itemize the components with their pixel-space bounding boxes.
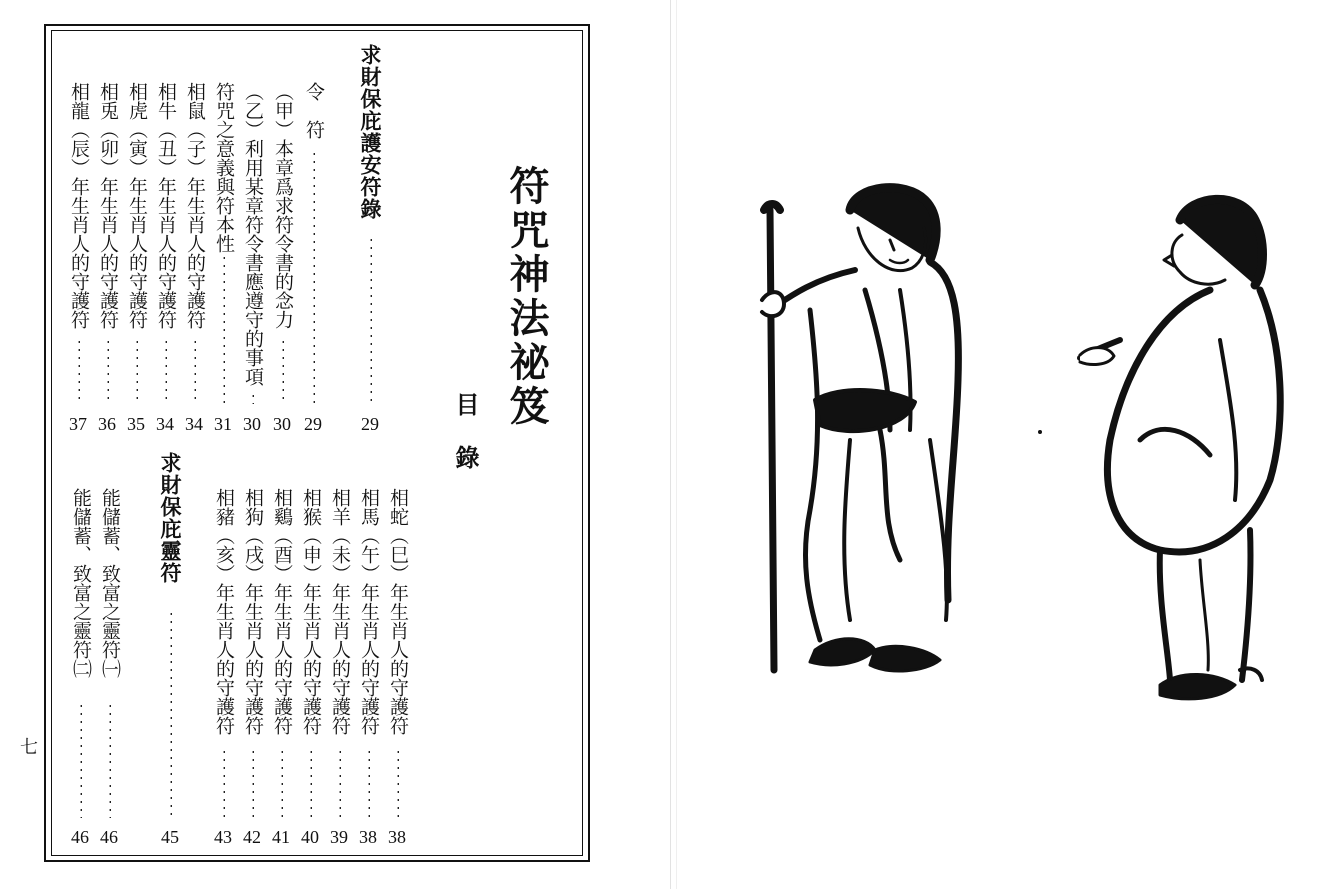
page-number: 46: [71, 827, 89, 847]
leader-dots: [107, 338, 109, 404]
page-number: 30: [273, 414, 291, 434]
page-number: 31: [214, 414, 232, 434]
entry-title: 相馬（午）年生肖人的守護符: [358, 488, 380, 735]
entry-title: 相猴（申）年生肖人的守護符: [300, 488, 322, 735]
page-number: 30: [243, 414, 261, 434]
leader-dots: [313, 150, 315, 404]
page-number: 45: [161, 827, 179, 847]
page-number: 29: [361, 414, 379, 434]
leader-dots: [281, 748, 283, 818]
leader-dots: [80, 702, 82, 818]
entry-title: 符咒之意義與符本性: [213, 82, 235, 253]
leader-dots: [339, 748, 341, 818]
leader-dots: [223, 254, 225, 404]
two-figures-illustration: [740, 180, 1300, 720]
entry-title: 相蛇（巳）年生肖人的守護符: [387, 488, 409, 735]
entry-title: 相虎（寅）年生肖人的守護符: [126, 82, 148, 329]
entry-title: 相羊（未）年生肖人的守護符: [329, 488, 351, 735]
toc-label: 目 錄: [451, 392, 480, 469]
page-number: 42: [243, 827, 261, 847]
entry-title: （乙）利用某章符令書應遵守的事項: [242, 82, 264, 386]
right-figure: [1080, 199, 1280, 699]
entry-title: 相龍（辰）年生肖人的守護符: [68, 82, 90, 329]
leader-dots: [252, 748, 254, 818]
page-number: 40: [301, 827, 319, 847]
page-gutter: [670, 0, 671, 889]
left-figure: [762, 188, 958, 671]
entry-title: 相兎（卯）年生肖人的守護符: [97, 82, 119, 329]
entry-title: 相鷄（酉）年生肖人的守護符: [271, 488, 293, 735]
page-number: 43: [214, 827, 232, 847]
leader-dots: [223, 748, 225, 818]
entry-title: 令 符: [303, 82, 325, 139]
book-title: 符咒神法祕笈: [503, 165, 550, 429]
page-number: 35: [127, 414, 145, 434]
page-gutter-shadow: [676, 0, 677, 889]
page-number: 34: [156, 414, 174, 434]
leader-dots: [252, 392, 254, 404]
entry-title: 相鼠（子）年生肖人的守護符: [184, 82, 206, 329]
entry-title: 相豬（亥）年生肖人的守護符: [213, 488, 235, 735]
leader-dots: [136, 338, 138, 404]
page-number: 38: [359, 827, 377, 847]
entry-title: 能儲蓄、致富之靈符㈠: [99, 488, 121, 678]
page-number: 46: [100, 827, 118, 847]
leader-dots: [368, 748, 370, 818]
section-title: 求財保庇靈符: [158, 452, 183, 584]
entry-title: 能儲蓄、致富之靈符㈡: [70, 488, 92, 678]
page-number: 37: [69, 414, 87, 434]
leader-dots: [194, 338, 196, 404]
entry-title: 相牛（丑）年生肖人的守護符: [155, 82, 177, 329]
section-title: 求財保庇護安符錄: [358, 44, 383, 220]
leader-dots: [165, 338, 167, 404]
leader-dots: [370, 236, 372, 404]
leader-dots: [170, 610, 172, 818]
entry-title: 相狗（戌）年生肖人的守護符: [242, 488, 264, 735]
page-number: 41: [272, 827, 290, 847]
page-number: 36: [98, 414, 116, 434]
page-folio: 七: [20, 737, 38, 758]
leader-dots: [310, 748, 312, 818]
entry-title: （甲）本章爲求符令書的念力: [272, 82, 294, 329]
leader-dots: [397, 748, 399, 818]
page-number: 38: [388, 827, 406, 847]
leader-dots: [78, 338, 80, 404]
staff-icon: [770, 210, 774, 670]
leader-dots: [109, 702, 111, 818]
leader-dots: [282, 338, 284, 404]
page-number: 39: [330, 827, 348, 847]
page-number: 34: [185, 414, 203, 434]
page-number: 29: [304, 414, 322, 434]
